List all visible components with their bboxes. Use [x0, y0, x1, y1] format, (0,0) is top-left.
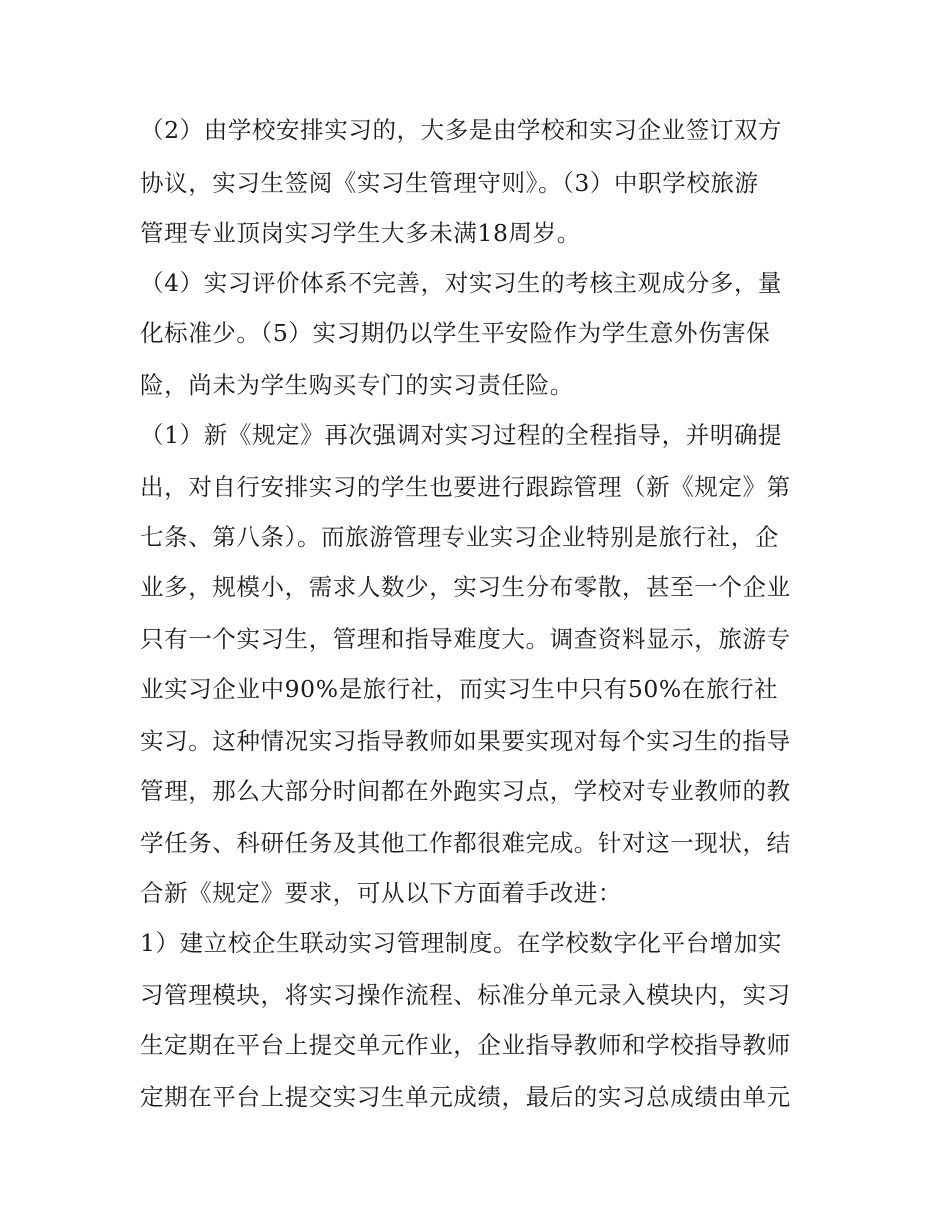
text-line: 学任务、科研任务及其他工作都很难完成。针对这一现状，结	[140, 829, 791, 857]
text-line: 出，对自行安排实习的学生也要进行跟踪管理（新《规定》第	[140, 473, 791, 501]
text-line: 合新《规定》要求，可从以下方面着手改进：	[140, 879, 622, 907]
text-line: 管理专业顶岗实习学生大多未满18周岁。	[140, 219, 581, 247]
text-line: 业实习企业中90%是旅行社，而实习生中只有50%在旅行社	[140, 675, 779, 703]
text-line: 七条、第八条）。而旅游管理专业实习企业特别是旅行社，企	[140, 523, 779, 551]
text-line: 险，尚未为学生购买专门的实习责任险。	[140, 371, 574, 399]
text-line: （4）实习评价体系不完善，对实习生的考核主观成分多，量	[140, 269, 783, 297]
text-line: 1）建立校企生联动实习管理制度。在学校数字化平台增加实	[140, 929, 783, 957]
text-line: 只有一个实习生，管理和指导难度大。调查资料显示，旅游专	[140, 625, 791, 653]
text-line: （2）由学校安排实习的，大多是由学校和实习企业签订双方	[140, 116, 783, 144]
text-line: 协议，实习生签阅《实习生管理守则》。（3）中职学校旅游	[140, 169, 759, 197]
text-line: （1）新《规定》再次强调对实习过程的全程指导，并明确提	[140, 421, 783, 449]
text-line: 定期在平台上提交实习生单元成绩，最后的实习总成绩由单元	[140, 1083, 791, 1111]
text-line: 业多，规模小，需求人数少，实习生分布零散，甚至一个企业	[140, 573, 791, 601]
text-line: 实习。这种情况实习指导教师如果要实现对每个实习生的指导	[140, 727, 791, 755]
text-line: 管理，那么大部分时间都在外跑实习点，学校对专业教师的教	[140, 777, 791, 805]
text-line: 习管理模块，将实习操作流程、标准分单元录入模块内，实习	[140, 981, 791, 1009]
text-line: 化标准少。（5）实习期仍以学生平安险作为学生意外伤害保	[140, 319, 771, 347]
text-line: 生定期在平台上提交单元作业，企业指导教师和学校指导教师	[140, 1031, 791, 1059]
